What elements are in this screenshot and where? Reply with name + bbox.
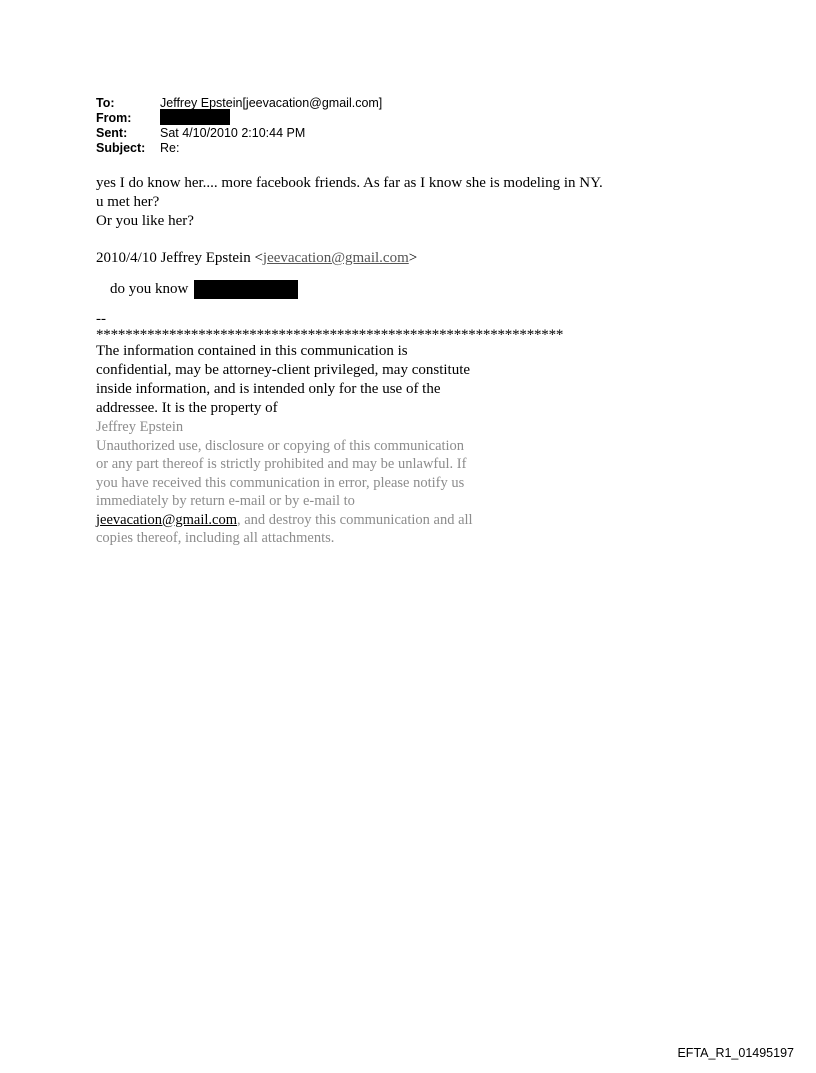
to-label: To:: [96, 96, 115, 110]
redaction-box: [194, 280, 298, 299]
to-row: [96, 96, 382, 111]
quoted-text: do you know: [110, 281, 189, 297]
subject-label: Subject:: [96, 141, 146, 155]
quote-attribution: [96, 249, 716, 268]
quote-prefix: 2010/4/10 Jeffrey Epstein <: [96, 250, 263, 266]
disclaimer-closing: , and destroy this communication and all copies thereof, including all attachments.: [96, 511, 473, 546]
subject-row: [96, 141, 382, 156]
disclaimer-owner: Jeffrey Epstein: [96, 419, 184, 435]
body-line: yes I do know her.... more facebook friends. As far as I know she is modeling in NY.: [96, 175, 603, 191]
body-line: u met her?: [96, 194, 160, 210]
from-row: [96, 111, 382, 126]
document-id: EFTA_R1_01495197: [677, 1046, 794, 1060]
body-line: Or you like her?: [96, 213, 194, 229]
from-label: From:: [96, 111, 132, 125]
disclaimer-notice: Unauthorized use, disclosure or copying of this communication or any part thereof is strictly prohibited and may be unlawful. If you have received this communication in error, please notify us immediately by return e-mail or by e-mail to: [96, 437, 467, 509]
signature-separator: --: [96, 311, 106, 327]
subject-value: Re:: [160, 141, 180, 155]
redaction-box: [160, 109, 230, 125]
to-value: Jeffrey Epstein[jeevacation@gmail.com]: [160, 96, 383, 110]
disclaimer-grey: [96, 418, 476, 548]
asterisk-divider: ****************************************************************: [96, 327, 564, 343]
sent-row: [96, 126, 382, 141]
email-header: [96, 96, 382, 156]
disclaimer-email-link[interactable]: jeevacation@gmail.com: [96, 511, 237, 528]
sent-label: Sent:: [96, 126, 128, 140]
disclaimer-text: The information contained in this communication is confidential, may be attorney-client privileged, may constitute inside information, and is intended only for the use of the addressee. It is the property of: [96, 343, 471, 416]
quote-email-link[interactable]: jeevacation@gmail.com: [262, 250, 409, 266]
quoted-message: [110, 280, 716, 299]
email-body: [96, 174, 716, 548]
quote-suffix: >: [408, 250, 418, 266]
sent-value: Sat 4/10/2010 2:10:44 PM: [160, 126, 306, 140]
